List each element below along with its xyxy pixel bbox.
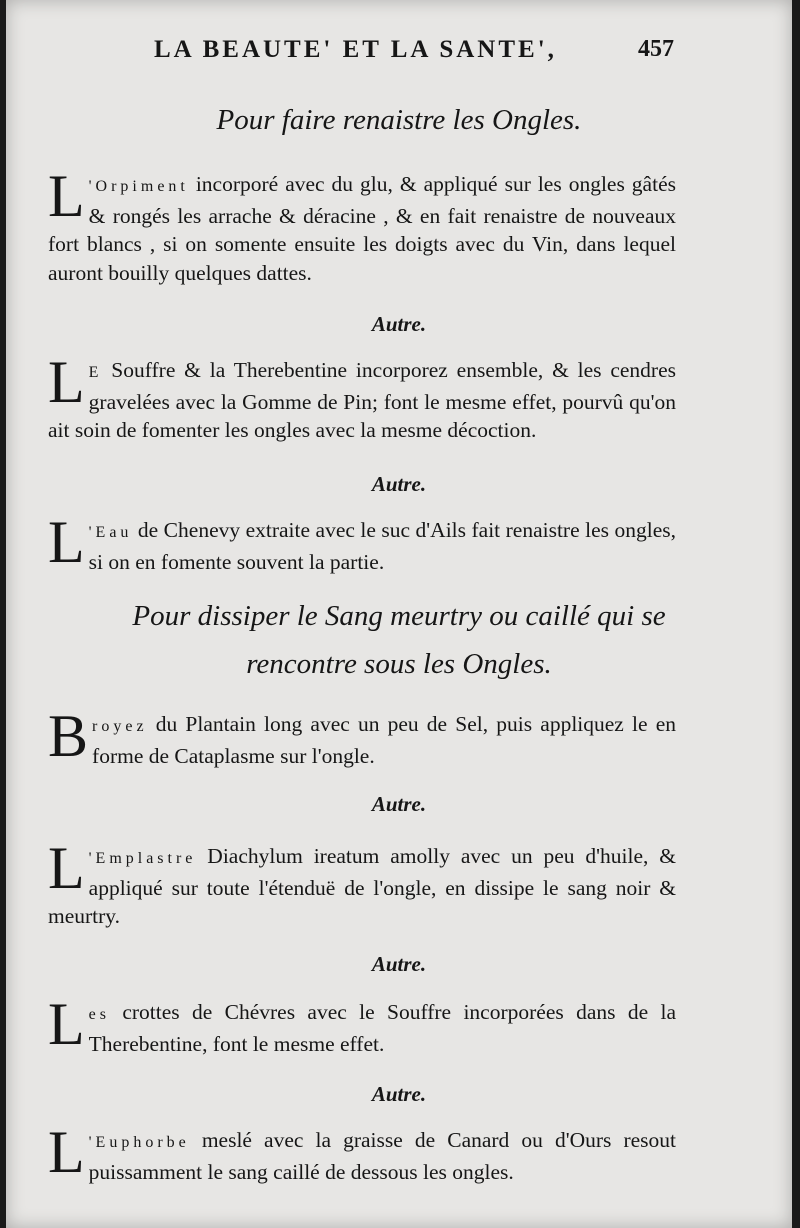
paragraph-text: Diachylum ireatum amolly avec un peu d'huile, & appliqué sur toute l'étenduë de l'ongle, en dissipe le sang noir & meurtry. [48, 844, 676, 928]
paragraph [48, 1119, 676, 1186]
small-caps-lead: 'Orpiment [88, 178, 189, 195]
paragraph [48, 163, 676, 287]
subheading: Autre. [371, 312, 427, 336]
drop-cap: L [48, 991, 85, 1057]
subheading: Autre. [371, 952, 427, 976]
page-number: 457 [638, 36, 674, 62]
section-heading: rencontre sous les Ongles. [246, 648, 552, 680]
section-heading: Pour faire renaistre les Ongles. [216, 104, 582, 136]
paragraph [48, 509, 676, 576]
paragraph-text: de Chenevy extraite avec le suc d'Ails fait renaistre les ongles, si on en fomente souvent la partie. [88, 518, 676, 574]
paragraph-text: incorporé avec du glu, & appliqué sur les ongles gâtés & rongés les arrache & déracine , & en fait renaistre de nouveaux fort blancs , si on somente ensuite les doigts avec du Vin, dans lequel auront bouilly quelques dattes. [48, 172, 676, 285]
paragraph-text: du Plantain long avec un peu de Sel, puis appliquez le en forme de Cataplasme sur l'ongle. [92, 712, 676, 768]
running-title: LA BEAUTE' ET LA SANTE', [154, 36, 557, 63]
book-page [6, 0, 792, 1228]
drop-cap: L [48, 509, 85, 575]
drop-cap: L [48, 163, 85, 229]
drop-cap: B [48, 703, 89, 769]
paragraph [48, 349, 676, 445]
small-caps-lead: 'Emplastre [88, 850, 197, 867]
subheading: Autre. [371, 792, 427, 816]
small-caps-lead: E [88, 364, 103, 381]
paragraph [48, 703, 676, 770]
small-caps-lead: es [88, 1006, 110, 1023]
paragraph [48, 835, 676, 931]
paragraph-text: meslé avec la graisse de Canard ou d'Ours resout puissamment le sang caillé de dessous les ongles. [88, 1128, 676, 1184]
small-caps-lead: 'Euphorbe [88, 1134, 190, 1151]
paragraph-text: crottes de Chévres avec le Souffre incorporées dans de la Therebentine, font le mesme effet. [88, 1000, 676, 1056]
small-caps-lead: 'Eau [88, 524, 133, 541]
small-caps-lead: royez [92, 718, 148, 735]
drop-cap: L [48, 349, 85, 415]
subheading: Autre. [371, 1082, 427, 1106]
subheading: Autre. [371, 472, 427, 496]
running-head [6, 36, 792, 76]
paragraph-text: Souffre & la Therebentine incorporez ensemble, & les cendres gravelées avec la Gomme de Pin; font le mesme effet, pourvû qu'on ait soin de fomenter les ongles avec la mesme décoction. [48, 358, 676, 442]
drop-cap: L [48, 1119, 85, 1185]
drop-cap: L [48, 835, 85, 901]
paragraph [48, 991, 676, 1058]
section-heading: Pour dissiper le Sang meurtry ou caillé qui se [132, 600, 666, 632]
